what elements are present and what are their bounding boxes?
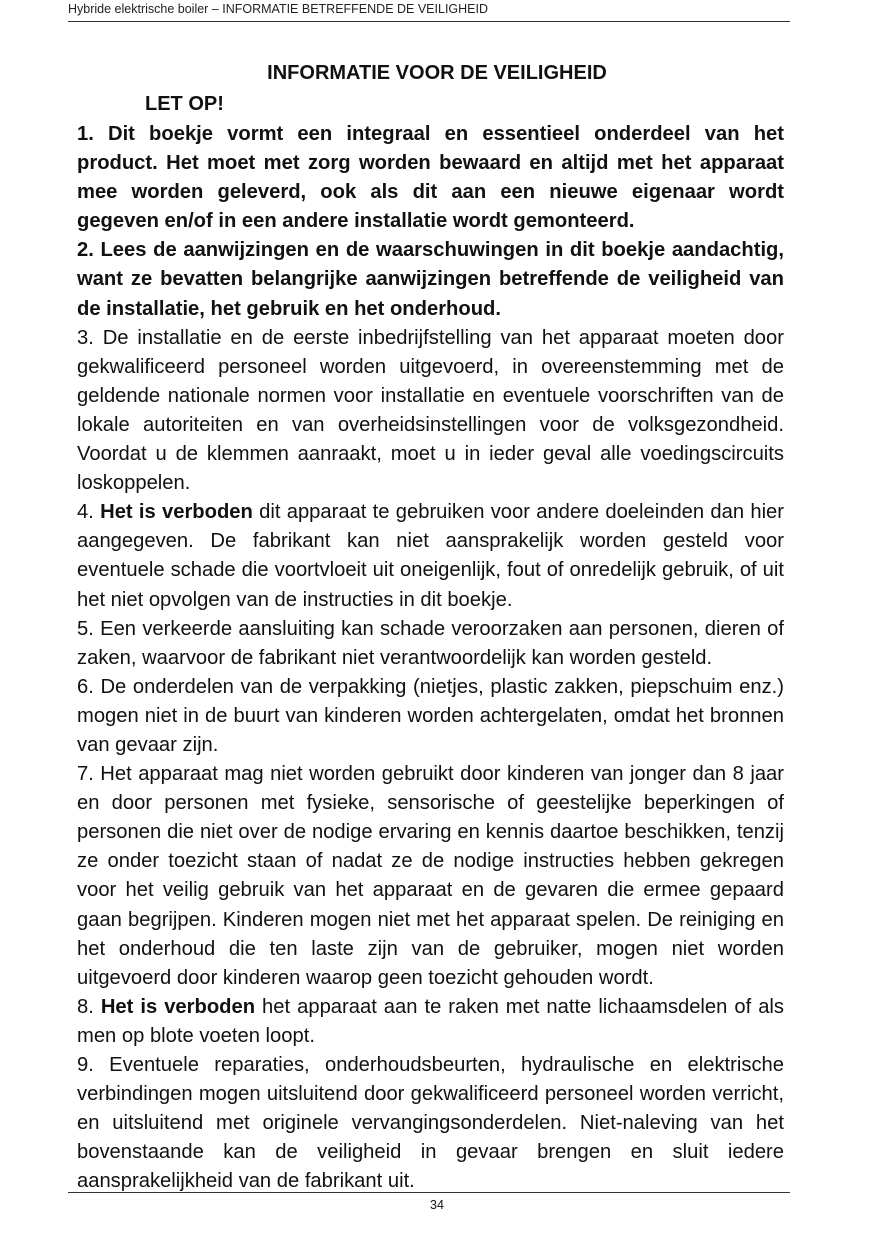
running-header: Hybride elektrische boiler – INFORMATIE BETREFFENDE DE VEILIGHEID bbox=[68, 2, 489, 16]
safety-instructions bbox=[77, 120, 784, 1196]
instruction-item-8 bbox=[77, 993, 784, 1051]
prohibition-emphasis: Het is verboden bbox=[100, 501, 253, 524]
instruction-item-7: 7. Het apparaat mag niet worden gebruikt door kinderen van jonger dan 8 jaar en door personen met fysieke, sensorische of geestelijke beperkingen of personen die niet over de nodige ervaring en kennis daartoe beschikken, tenzij ze onder toezicht staan of nadat ze de nodige instructies hebben gekregen voor het veilig gebruik van het apparaat en de gevaren die ermee gepaard gaan begrijpen. Kinderen mogen niet met het apparaat spelen. De reiniging en het onderhoud die ten laste zijn van de gebruiker, mogen niet worden uitgevoerd door kinderen waarop geen toezicht gehouden wordt. bbox=[77, 763, 784, 989]
instruction-item-5: 5. Een verkeerde aansluiting kan schade veroorzaken aan personen, dieren of zaken, waarvoor de fabrikant niet verantwoordelijk kan worden gesteld. bbox=[77, 617, 784, 669]
instruction-item-9: 9. Eventuele reparaties, onderhoudsbeurten, hydraulische en elektrische verbindingen mogen uitsluitend door gekwalificeerd personeel worden verricht, en uitsluitend met originele vervangingsonderdelen. Niet-naleving van het bovenstaande kan de veiligheid in gevaar brengen en sluit iedere aansprakelijkheid van de fabrikant uit. bbox=[77, 1054, 784, 1193]
instruction-item-2: 2. Lees de aanwijzingen en de waarschuwingen in dit boekje aandachtig, want ze bevatten belangrijke aanwijzingen betreffende de veiligheid van de installatie, het gebruik en het onderhoud. bbox=[77, 239, 784, 320]
item-text: dit apparaat te gebruiken voor andere doeleinden dan hier aangegeven. De fabrikant kan niet aansprakelijk worden gesteld voor eventuele schade die voortvloeit uit oneigenlijk, fout of onredelijk gebruik, of uit het niet opvolgen van de instructies in dit boekje. bbox=[77, 501, 785, 611]
instruction-item-1: 1. Dit boekje vormt een integraal en essentieel onderdeel van het product. Het moet met zorg worden bewaard en altijd met het apparaat mee worden geleverd, ook als dit aan een nieuwe eigenaar wordt gegeven en/of in een andere installatie wordt gemonteerd. bbox=[77, 123, 784, 233]
page-number: 34 bbox=[430, 1198, 444, 1212]
prohibition-emphasis: Het is verboden bbox=[100, 995, 256, 1018]
footer-divider bbox=[68, 1192, 790, 1193]
instruction-item-3: 3. De installatie en de eerste inbedrijfstelling van het apparaat moeten door gekwalificeerd personeel worden uitgevoerd, in overeenstemming met de geldende nationale normen voor installatie en eventuele voorschriften van de lokale autoriteiten en van overheidsinstellingen voor de volksgezondheid. Voordat u de klemmen aanraakt, moet u in ieder geval alle voedingscircuits loskoppelen. bbox=[77, 326, 784, 495]
notice-heading: LET OP! bbox=[145, 93, 224, 115]
item-number: 8. bbox=[77, 995, 101, 1018]
page-title: INFORMATIE VOOR DE VEILIGHEID bbox=[267, 62, 607, 84]
instruction-item-4 bbox=[77, 498, 784, 614]
instruction-item-6: 6. De onderdelen van de verpakking (nietjes, plastic zakken, piepschuim enz.) mogen niet in de buurt van kinderen worden achtergelaten, omdat het bronnen van gevaar zijn. bbox=[77, 675, 784, 756]
header-divider bbox=[68, 21, 790, 22]
item-text: het apparaat aan te raken met natte lichaamsdelen of als men op blote voeten loopt. bbox=[77, 995, 785, 1047]
item-number: 4. bbox=[77, 501, 101, 524]
